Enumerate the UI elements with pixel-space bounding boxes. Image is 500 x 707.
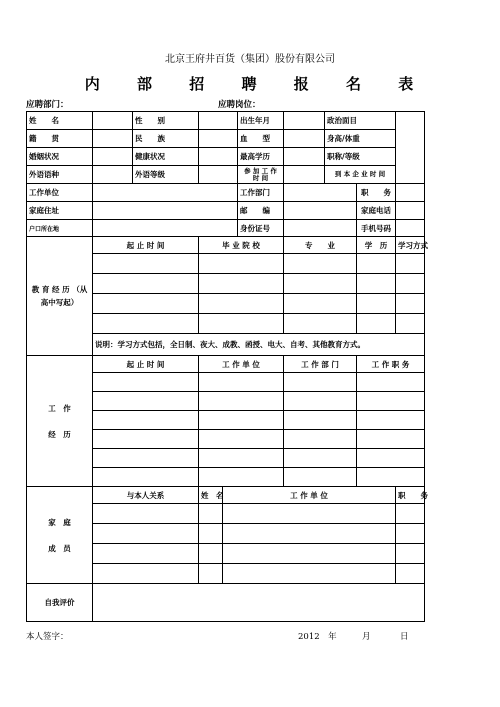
field-work-unit[interactable] [93, 184, 238, 202]
family-cell[interactable] [396, 524, 425, 544]
field-gender[interactable] [199, 112, 238, 130]
family-cell[interactable] [93, 504, 199, 524]
field-education[interactable] [284, 148, 325, 166]
work-cell[interactable] [357, 449, 425, 468]
work-header-period: 起 止 时 间 [93, 356, 199, 373]
application-form-table [26, 111, 428, 622]
label-language-level: 外语等级 [133, 166, 199, 184]
family-cell[interactable] [199, 544, 223, 564]
edu-cell[interactable] [357, 274, 396, 294]
edu-cell[interactable] [284, 294, 357, 314]
family-cell[interactable] [199, 504, 223, 524]
edu-header-school: 毕 业 院 校 [199, 237, 284, 254]
field-hukou[interactable] [93, 220, 238, 237]
label-language: 外语语种 [27, 166, 93, 184]
work-cell[interactable] [93, 468, 199, 487]
label-health: 健康状况 [133, 148, 199, 166]
field-blood[interactable] [284, 130, 325, 148]
family-cell[interactable] [223, 504, 396, 524]
work-cell[interactable] [357, 430, 425, 449]
field-native[interactable] [93, 130, 133, 148]
edu-cell[interactable] [199, 274, 284, 294]
label-gender: 性 别 [133, 112, 199, 130]
label-id-number: 身份证号 [238, 220, 284, 237]
work-cell[interactable] [199, 392, 284, 411]
field-duty[interactable] [396, 184, 425, 202]
family-cell[interactable] [396, 544, 425, 564]
label-work-dept: 工作部门 [238, 184, 284, 202]
field-work-dept[interactable] [284, 184, 357, 202]
field-language-level[interactable] [199, 166, 238, 184]
work-cell[interactable] [357, 411, 425, 430]
family-cell[interactable] [93, 544, 199, 564]
family-cell[interactable] [199, 524, 223, 544]
work-cell[interactable] [199, 468, 284, 487]
title-char: 内 [84, 75, 102, 93]
label-duty: 职 务 [357, 184, 396, 202]
edu-cell[interactable] [199, 254, 284, 274]
title-char: 表 [398, 75, 416, 93]
family-side-label-2: 成 员 [48, 543, 71, 553]
family-header-relation: 与本人关系 [93, 487, 199, 504]
label-native: 籍 贯 [27, 130, 93, 148]
work-side-label [27, 356, 93, 487]
form-title [0, 73, 500, 94]
edu-header-period: 起 止 时 间 [93, 237, 199, 254]
edu-header-degree: 学 历 [357, 237, 396, 254]
label-postcode: 邮 编 [238, 202, 284, 220]
field-id-number[interactable] [284, 220, 357, 237]
family-side-label [27, 487, 93, 584]
family-cell[interactable] [223, 524, 396, 544]
work-cell[interactable] [199, 430, 284, 449]
edu-cell[interactable] [93, 274, 199, 294]
signature-label: 本人签字： [26, 632, 69, 642]
family-cell[interactable] [93, 524, 199, 544]
field-home-phone[interactable] [396, 202, 425, 220]
label-blood: 血 型 [238, 130, 284, 148]
label-birth: 出生年月 [238, 112, 284, 130]
photo-box[interactable] [396, 112, 425, 184]
work-cell[interactable] [284, 468, 357, 487]
edu-cell[interactable] [93, 314, 199, 334]
edu-cell[interactable] [396, 294, 425, 314]
work-cell[interactable] [93, 411, 199, 430]
work-header-dept: 工 作 部 门 [284, 356, 357, 373]
field-work-start[interactable] [284, 166, 325, 184]
family-cell[interactable] [93, 564, 199, 584]
edu-cell[interactable] [396, 274, 425, 294]
edu-header-mode: 学习方式 [396, 237, 425, 254]
label-hukou: 户口所在地 [27, 220, 93, 237]
work-cell[interactable] [357, 373, 425, 392]
work-cell[interactable] [284, 392, 357, 411]
work-cell[interactable] [199, 411, 284, 430]
date-month: 月 [362, 632, 371, 642]
work-header-duty: 工 作 职 务 [357, 356, 425, 373]
label-marital: 婚姻状况 [27, 148, 93, 166]
work-cell[interactable] [199, 373, 284, 392]
label-education: 最高学历 [238, 148, 284, 166]
family-header-unit: 工 作 单 位 [223, 487, 396, 504]
edu-cell[interactable] [199, 314, 284, 334]
field-postcode[interactable] [284, 202, 357, 220]
applied-position-label: 应聘岗位： [218, 100, 261, 110]
field-name[interactable] [93, 112, 133, 130]
field-health[interactable] [199, 148, 238, 166]
field-ethnicity[interactable] [199, 130, 238, 148]
label-height-weight: 身高/体重 [325, 130, 396, 148]
edu-cell[interactable] [357, 314, 396, 334]
family-cell[interactable] [199, 564, 223, 584]
self-eval-label: 自我评价 [27, 584, 93, 622]
education-side-label: 教 育 经 历 （从高中写起） [27, 237, 93, 356]
edu-cell[interactable] [357, 254, 396, 274]
applied-department-label: 应聘部门： [26, 100, 69, 110]
edu-cell[interactable] [93, 294, 199, 314]
date-year: 2012 年 [298, 632, 337, 642]
label-name: 姓 名 [27, 112, 93, 130]
family-cell[interactable] [396, 564, 425, 584]
edu-cell[interactable] [284, 314, 357, 334]
title-char: 聘 [241, 75, 259, 93]
family-side-label-1: 家 庭 [48, 517, 71, 527]
label-political: 政治面目 [325, 112, 396, 130]
work-side-label-2: 经 历 [48, 429, 71, 439]
work-header-unit: 工 作 单 位 [199, 356, 284, 373]
work-cell[interactable] [93, 392, 199, 411]
label-ethnicity: 民 族 [133, 130, 199, 148]
label-home-phone: 家庭电话 [357, 202, 396, 220]
title-char: 报 [293, 75, 311, 93]
family-header-name: 姓 名 [199, 487, 223, 504]
work-side-label-1: 工 作 [48, 403, 71, 413]
edu-cell[interactable] [396, 254, 425, 274]
family-header-duty: 职 务 [396, 487, 425, 504]
work-cell[interactable] [284, 373, 357, 392]
title-char: 部 [136, 75, 154, 93]
edu-cell[interactable] [93, 254, 199, 274]
field-marital[interactable] [93, 148, 133, 166]
work-cell[interactable] [93, 449, 199, 468]
work-cell[interactable] [357, 392, 425, 411]
family-cell[interactable] [396, 504, 425, 524]
label-mobile: 手机号码 [357, 220, 396, 237]
work-cell[interactable] [284, 430, 357, 449]
label-work-unit: 工作单位 [27, 184, 93, 202]
field-language[interactable] [93, 166, 133, 184]
work-cell[interactable] [284, 411, 357, 430]
family-cell[interactable] [223, 564, 396, 584]
label-work-start: 参 加 工 作 时 间 [238, 166, 284, 184]
self-eval-field[interactable] [93, 584, 425, 622]
label-title-level: 职称/等级 [325, 148, 396, 166]
edu-cell[interactable] [284, 254, 357, 274]
work-cell[interactable] [93, 430, 199, 449]
label-address: 家庭住址 [27, 202, 93, 220]
field-address[interactable] [93, 202, 238, 220]
family-cell[interactable] [223, 544, 396, 564]
field-birth[interactable] [284, 112, 325, 130]
title-char: 招 [189, 75, 207, 93]
work-cell[interactable] [357, 468, 425, 487]
company-name: 北京王府井百货（集团）股份有限公司 [165, 54, 335, 65]
education-note: 说明：学习方式包括，全日制、夜大、成教、函授、电大、自考、其他教育方式。 [93, 334, 425, 356]
field-mobile[interactable] [396, 220, 425, 237]
edu-cell[interactable] [357, 294, 396, 314]
label-join-date: 到 本 企 业 时 间 [325, 166, 396, 184]
title-char: 名 [345, 75, 363, 93]
work-cell[interactable] [93, 373, 199, 392]
edu-header-major: 专 业 [284, 237, 357, 254]
edu-cell[interactable] [396, 314, 425, 334]
work-cell[interactable] [199, 449, 284, 468]
work-cell[interactable] [284, 449, 357, 468]
edu-cell[interactable] [284, 274, 357, 294]
edu-cell[interactable] [199, 294, 284, 314]
date-day: 日 [400, 632, 409, 642]
